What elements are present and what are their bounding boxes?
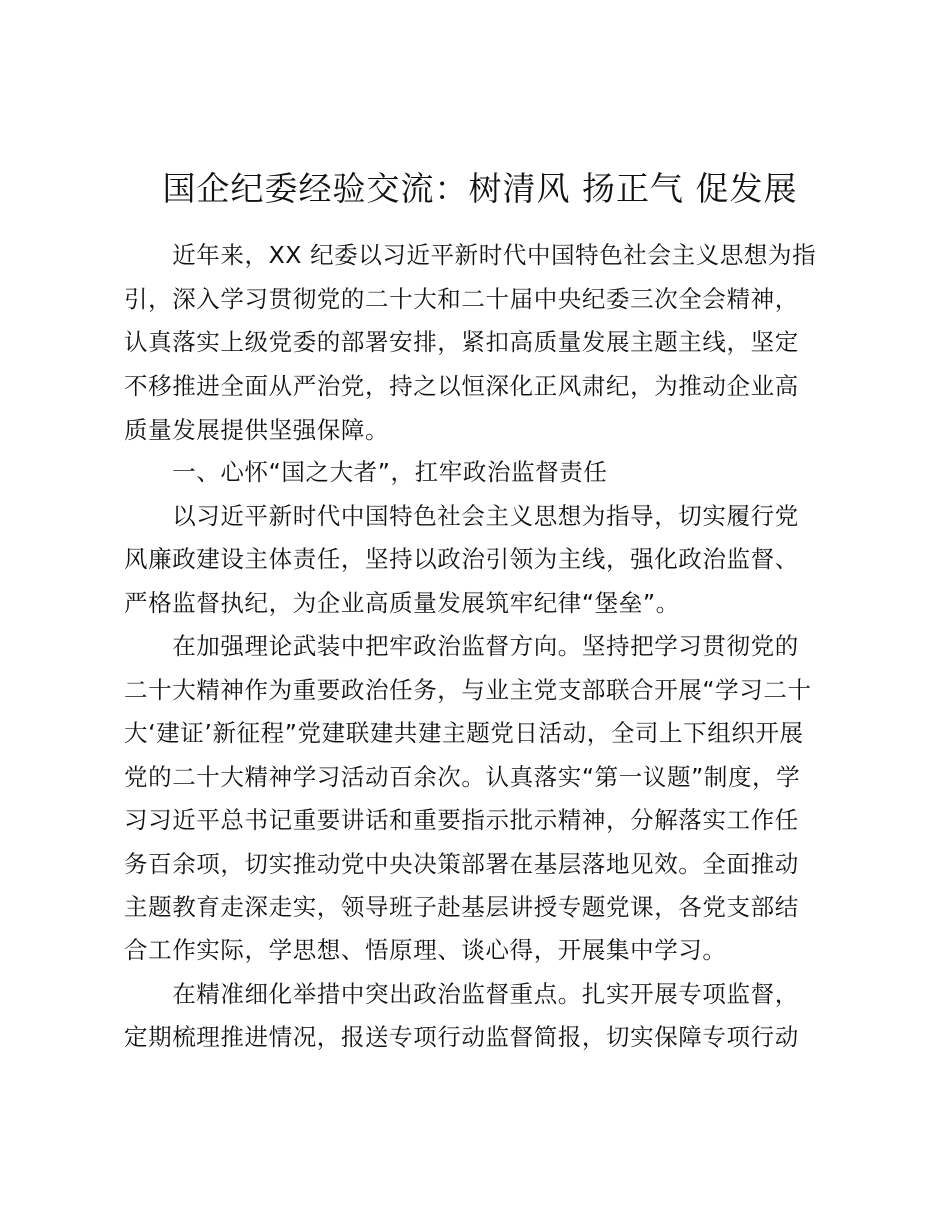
paragraph-line: 党的二十大精神学习活动百余次。认真落实“第一议题”制度，学: [124, 763, 801, 791]
paragraph-line: 主题教育走深走实，领导班子赴基层讲授专题党课，各党支部结: [124, 893, 799, 921]
paragraph-line: 合工作实际，学思想、悟原理、谈心得，开展集中学习。: [124, 936, 727, 964]
paragraph-line: 在加强理论武装中把牢政治监督方向。坚持把学习贯彻党的: [124, 632, 799, 660]
paragraph-line: 不移推进全面从严治党，持之以恒深化正风肃纪，为推动企业高: [124, 372, 799, 400]
paragraph-line: 引，深入学习贯彻党的二十大和二十届中央纪委三次全会精神，: [124, 285, 799, 313]
paragraph-line: 习习近平总书记重要讲话和重要指示批示精神，分解落实工作任: [124, 806, 799, 834]
paragraph-line: 严格监督执纪，为企业高质量发展筑牢纪律“堡垒”。: [124, 589, 680, 617]
paragraph-line: 二十大精神作为重要政治任务，与业主党支部联合开展“学习二十: [124, 676, 812, 704]
paragraph-line: 大‘建证’新征程”党建联建共建主题党日活动，全司上下组织开展: [124, 719, 804, 747]
paragraph-line: 风廉政建设主体责任，坚持以政治引领为主线，强化政治监督、: [124, 545, 799, 573]
paragraph-line: 务百余项，切实推动党中央决策部署在基层落地见效。全面推动: [124, 850, 799, 878]
paragraph-line: 以习近平新时代中国特色社会主义思想为指导，切实履行党: [124, 502, 799, 530]
paragraph-line: 质量发展提供坚强保障。: [124, 416, 390, 444]
paragraph-line: 在精准细化举措中突出政治监督重点。扎实开展专项监督，: [124, 980, 799, 1008]
section-heading: 一、心怀“国之大者”，扛牢政治监督责任: [124, 458, 608, 486]
paragraph-line: 近年来，XX 纪委以习近平新时代中国特色社会主义思想为指: [124, 241, 817, 269]
paragraph-line: 认真落实上级党委的部署安排，紧扣高质量发展主题主线，坚定: [124, 328, 799, 356]
paragraph-line: 定期梳理推进情况，报送专项行动监督简报，切实保障专项行动: [124, 1023, 799, 1051]
document-title: 国企纪委经验交流：树清风 扬正气 促发展: [162, 169, 798, 208]
